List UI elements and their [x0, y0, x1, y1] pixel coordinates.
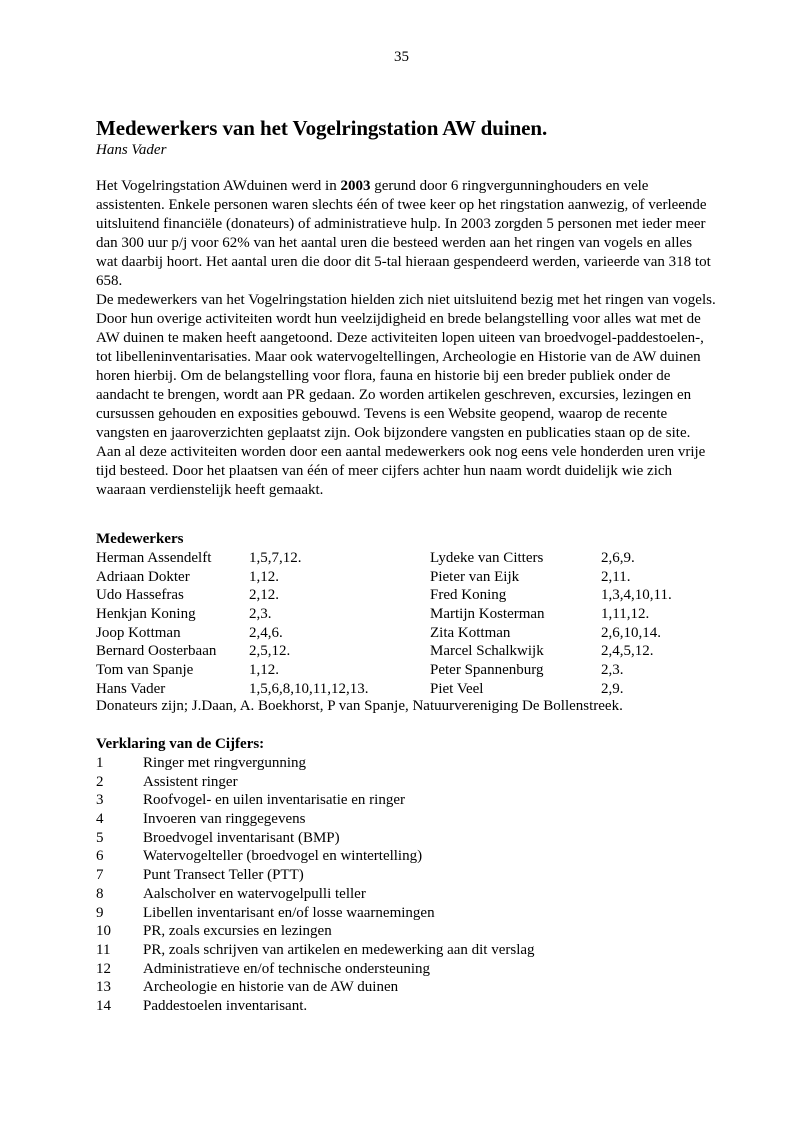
- legend-description: PR, zoals schrijven van artikelen en medewerking aan dit verslag: [143, 941, 535, 958]
- member-codes: 2,9.: [601, 680, 624, 697]
- member-name: Hans Vader: [96, 680, 166, 697]
- legend-number: 4: [96, 811, 104, 828]
- activities-paragraph: De medewerkers van het Vogelringstation hielden zich niet uitsluitend bezig met het ringen van vogels. Door hun overige activiteiten wordt hun veelzijdigheid en brede belangstelling voor alles wat met de AW duinen te maken heeft aangetoond. Deze activiteiten lopen uiteen van broedvogel-paddestoelen-, tot libelleninventarisaties. Maar ook watervogeltellingen, Archeologie en Historie van de AW duinen horen hierbij. Om de belangstelling voor flora, fauna en historie bij een breder publiek onder de aandacht te brengen, wordt aan PR gedaan. Zo worden artikelen geschreven, excursies, lezingen en cursussen gehouden en exposities gebouwd. Tevens is een Website geopend, waarop de recente vangsten en jaaroverzichten geplaatst zijn. Ook bijzondere vangsten en publicaties staan op de site. Aan al deze activiteiten worden door een aantal medewerkers ook nog eens vele honderden uren vrije tijd besteed. Door het plaatsen van één of meer cijfers achter hun naam wordt duidelijk wie zich waaraan verdienstelijk heeft gemaakt.: [96, 292, 716, 498]
- member-name: Herman Assendelft: [96, 550, 212, 566]
- legend-description: Libellen inventarisant en/of losse waarnemingen: [143, 904, 435, 921]
- legend-description: Archeologie en historie van de AW duinen: [143, 979, 399, 996]
- member-codes: 1,11,12.: [601, 606, 650, 623]
- member-codes: 2,6,10,14.: [601, 624, 661, 641]
- member-codes: 2,4,6.: [249, 624, 283, 641]
- member-name: Piet Veel: [430, 680, 484, 697]
- member-name: Tom van Spanje: [96, 662, 194, 679]
- member-codes: 2,12.: [249, 587, 279, 604]
- member-codes: 1,3,4,10,11.: [601, 587, 672, 604]
- legend-number: 7: [96, 867, 104, 884]
- member-name: Udo Hassefras: [96, 587, 184, 604]
- member-name: Joop Kottman: [96, 624, 181, 641]
- member-codes: 2,3.: [249, 606, 272, 623]
- intro-year: 2003: [340, 178, 371, 194]
- legend-number: 8: [96, 885, 104, 902]
- member-name: Adriaan Dokter: [96, 568, 190, 585]
- member-name: Lydeke van Citters: [430, 550, 544, 566]
- legend-description: Roofvogel- en uilen inventarisatie en ringer: [143, 792, 405, 809]
- legend-description: Assistent ringer: [143, 773, 238, 790]
- legend-description: Paddestoelen inventarisant.: [143, 997, 308, 1014]
- legend-description: Ringer met ringvergunning: [143, 755, 307, 771]
- legend-description: Aalscholver en watervogelpulli teller: [143, 885, 366, 902]
- legend-number: 10: [96, 923, 111, 940]
- member-codes: 2,5,12.: [249, 643, 291, 660]
- legend-number: 13: [96, 979, 111, 996]
- legend-number: 5: [96, 829, 104, 846]
- article-body: [96, 177, 716, 500]
- intro-text-end: gerund door 6 ringvergunninghouders en vele assistenten. Enkele personen waren slechts één of twee keer op het ringstation aanwezig, of verleende uitsluitend financiële (donateurs) of administratieve hulp. In 2003 zorgden 5 personen met ieder meer dan 300 uur p/j voor 62% van het aantal uren die besteed werden aan het ringen van vogels en alles wat daarbij hoort. Het aantal uren die door dit 5-tal hieraan gespendeerd werden, varieerde van 318 tot 658.: [96, 178, 711, 289]
- member-name: Marcel Schalkwijk: [430, 643, 544, 660]
- article-title: Medewerkers van het Vogelringstation AW duinen.: [96, 116, 548, 140]
- member-codes: 2,3.: [601, 662, 624, 679]
- legend-number: 14: [96, 997, 111, 1014]
- intro-text-start: Het Vogelringstation AWduinen werd in: [96, 178, 341, 194]
- donors-line: Donateurs zijn; J.Daan, A. Boekhorst, P van Spanje, Natuurvereniging De Bollenstreek.: [96, 698, 623, 714]
- member-codes: 2,11.: [601, 568, 631, 585]
- legend-number: 9: [96, 904, 104, 921]
- legend-description: Punt Transect Teller (PTT): [143, 867, 304, 884]
- member-name: Henkjan Koning: [96, 606, 196, 623]
- legend-number: 1: [96, 755, 104, 771]
- legend-number: 12: [96, 960, 111, 977]
- member-name: Peter Spannenburg: [430, 662, 544, 679]
- legend-number: 6: [96, 848, 104, 865]
- legend-description: Administratieve en/of technische ondersteuning: [143, 960, 430, 977]
- legend-description: Watervogelteller (broedvogel en wintertelling): [143, 848, 423, 865]
- team-heading: Medewerkers: [96, 531, 184, 547]
- member-codes: 1,12.: [249, 568, 279, 585]
- legend-description: Invoeren van ringgegevens: [143, 811, 306, 828]
- legend-description: PR, zoals excursies en lezingen: [143, 923, 332, 940]
- page-number: 35: [394, 49, 409, 65]
- member-name: Fred Koning: [430, 587, 507, 604]
- legend-number: 3: [96, 792, 104, 809]
- member-codes: 1,5,6,8,10,11,12,13.: [249, 680, 369, 697]
- member-codes: 2,4,5,12.: [601, 643, 654, 660]
- member-name: Martijn Kosterman: [430, 606, 545, 623]
- legend-number: 11: [96, 941, 111, 958]
- article-author: Hans Vader: [96, 142, 167, 158]
- intro-paragraph: [96, 177, 716, 291]
- member-codes: 1,5,7,12.: [249, 550, 302, 566]
- member-name: Zita Kottman: [430, 624, 511, 641]
- member-name: Pieter van Eijk: [430, 568, 520, 585]
- member-name: Bernard Oosterbaan: [96, 643, 217, 660]
- member-codes: 2,6,9.: [601, 550, 635, 566]
- member-codes: 1,12.: [249, 662, 279, 679]
- legend-heading: Verklaring van de Cijfers:: [96, 736, 265, 752]
- legend-number: 2: [96, 773, 104, 790]
- legend-description: Broedvogel inventarisant (BMP): [143, 829, 340, 846]
